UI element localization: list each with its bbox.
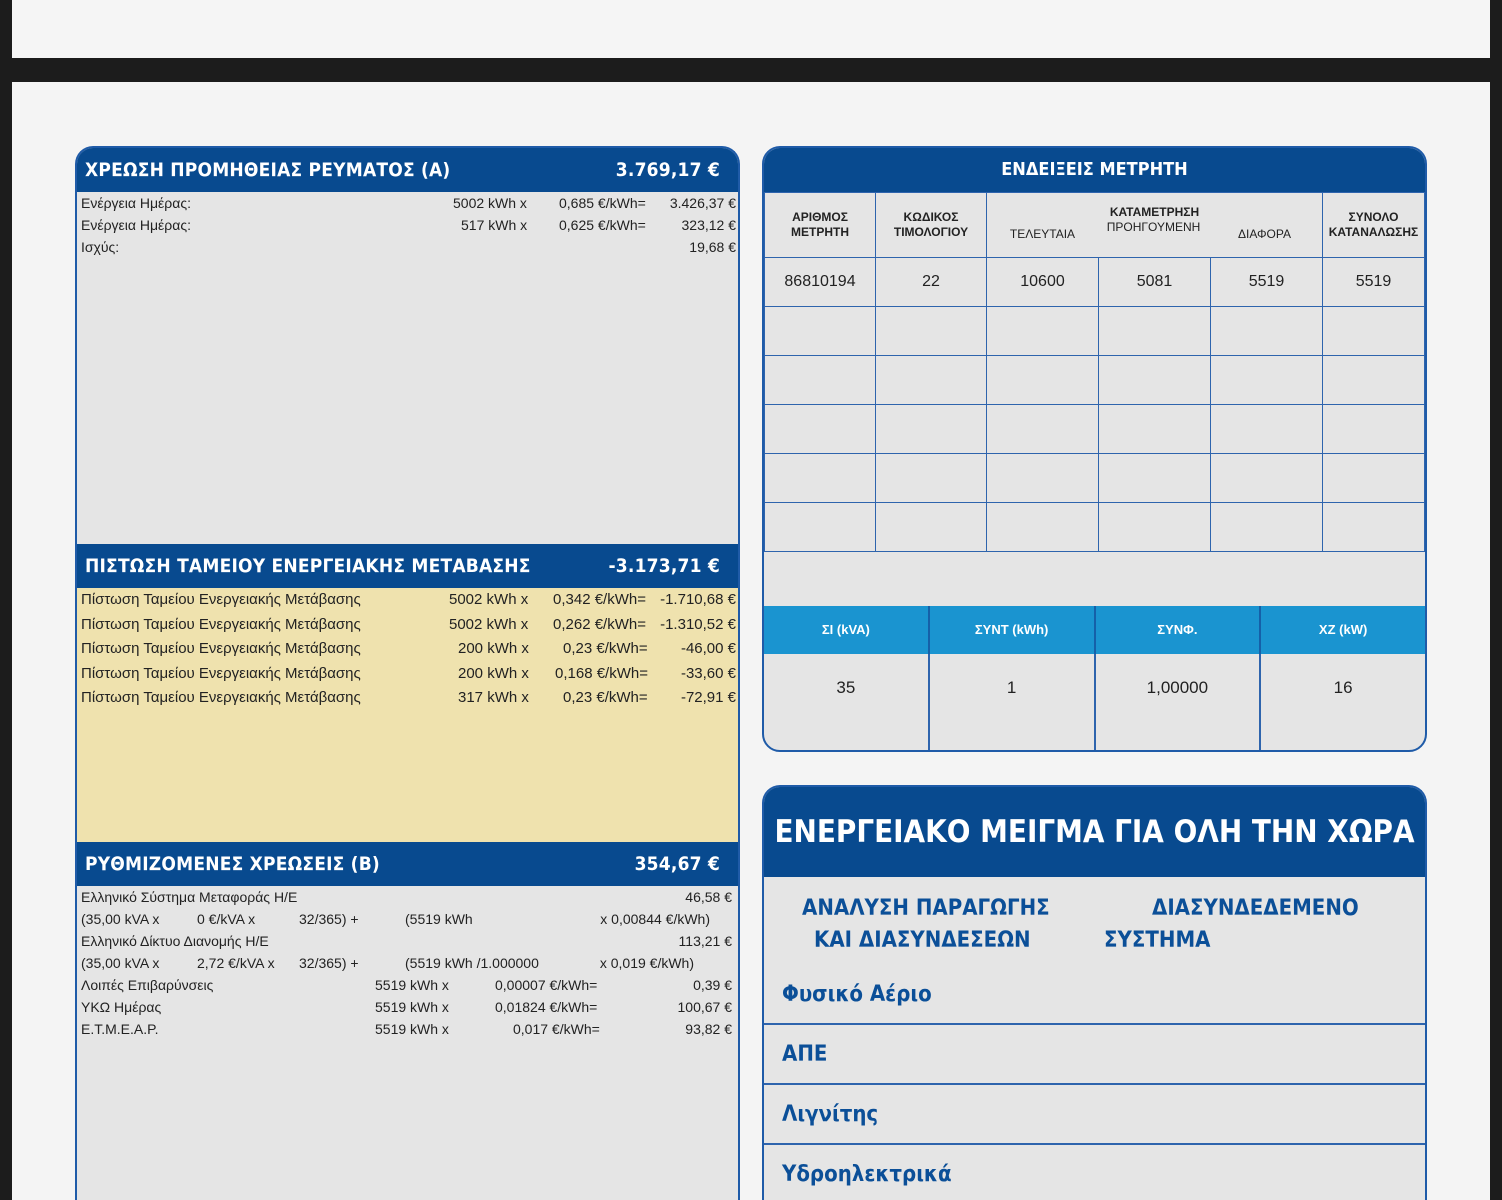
power-factor-header: ΣΥΝΦ. [1096, 606, 1262, 654]
last-reading-header: ΤΕΛΕΥΤΑΙΑ [1009, 227, 1076, 241]
regulated-line: ΥΚΩ Ημέρας 5519 kWh x 0,01824 €/kWh= 100,67 € [81, 999, 732, 1015]
meter-table-row [765, 405, 1425, 454]
charges-panel [75, 146, 740, 1200]
meter-table-row [765, 307, 1425, 356]
credit-line: Πίστωση Ταμείου Ενεργειακής Μετάβασης 200 kWh x 0,168 €/kWh= -33,60 € [81, 664, 736, 682]
contract-value: 1 [930, 654, 1096, 752]
capacity-value: 35 [764, 654, 930, 752]
previous-page-edge [12, 0, 1490, 58]
regulated-line: Ελληνικό Δίκτυο Διανομής Η/Ε 113,21 € [81, 933, 732, 949]
reading-header [987, 193, 1323, 258]
capacity-header: ΣΙ (kVA) [764, 606, 930, 654]
supply-line: Ισχύς: 19,68 € [81, 239, 736, 255]
meter-table-row [765, 503, 1425, 552]
energy-mix-title: ΕΝΕΡΓΕΙΑΚΟ ΜΕΙΓΜΑ ΓΙΑ ΟΛΗ ΤΗΝ ΧΩΡΑ [764, 787, 1425, 877]
credit-title: ΠΙΣΤΩΣΗ ΤΑΜΕΙΟΥ ΕΝΕΡΓΕΙΑΚΗΣ ΜΕΤΑΒΑΣΗΣ [85, 555, 531, 577]
credit-header [77, 544, 738, 588]
max-demand-header: ΧΖ (kW) [1318, 622, 1368, 637]
credit-amount: -3.173,71 € [608, 555, 720, 577]
regulated-charges-amount: 354,67 € [634, 853, 720, 875]
meter-readings-title: ΕΝΔΕΙΞΕΙΣ ΜΕΤΡΗΤΗ [764, 148, 1425, 192]
energy-mix-panel [762, 785, 1427, 1200]
interconnected-system-label: ΔΙΑΣΥΝΔΕΔΕΜΕΝΟ [1152, 896, 1359, 921]
credit-lines [77, 588, 738, 842]
tariff-code: 22 [876, 258, 987, 307]
regulated-line: Ε.Τ.Μ.Ε.Α.Ρ. 5519 kWh x 0,017 €/kWh= 93,82 € [81, 1021, 732, 1037]
difference-header: ΔΙΑΦΟΡΑ [1237, 227, 1292, 241]
power-factor-value: 1,00000 [1096, 654, 1262, 752]
total-consumption-header: ΣΥΝΟΛΟ ΚΑΤΑΝΑΛΩΣΗΣ [1323, 193, 1425, 258]
regulated-line-detail: (35,00 kVA x 0 €/kVA x 32/365) + (5519 kWh x 0,00844 €/kWh) [81, 911, 710, 927]
capacity-values [764, 654, 1425, 752]
credit-line: Πίστωση Ταμείου Ενεργειακής Μετάβασης 5002 kWh x 0,342 €/kWh= -1.710,68 € [81, 591, 736, 608]
contract-header: ΣΥΝΤ (kWh) [930, 606, 1096, 654]
previous-reading-header: ΠΡΟΗΓΟΥΜΕΝΗ [1106, 220, 1201, 234]
credit-line: Πίστωση Ταμείου Ενεργειακής Μετάβασης 5002 kWh x 0,262 €/kWh= -1.310,52 € [81, 615, 736, 633]
meter-readings-panel [762, 146, 1427, 752]
meter-table-row [765, 356, 1425, 405]
regulated-line: Ελληνικό Σύστημα Μεταφοράς Η/Ε 46,58 € [81, 889, 732, 905]
system-label: ΣΥΣΤΗΜΑ [1104, 928, 1211, 953]
meter-readings-table [764, 192, 1425, 552]
meter-number-header: ΑΡΙΘΜΟΣ ΜΕΤΡΗΤΗ [765, 193, 876, 258]
regulated-charges-title: ΡΥΘΜΙΖΟΜΕΝΕΣ ΧΡΕΩΣΕΙΣ (Β) [85, 853, 380, 875]
difference: 5519 [1211, 258, 1323, 307]
last-reading: 10600 [987, 258, 1099, 307]
production-analysis-label: ΑΝΑΛΥΣΗ ΠΑΡΑΓΩΓΗΣ [802, 896, 1050, 921]
supply-line: Ενέργεια Ημέρας: 517 kWh x 0,625 €/kWh= 323,12 € [81, 217, 736, 233]
mix-row-natural-gas: Φυσικό Αέριο [764, 965, 1425, 1025]
mix-row-renewables: ΑΠΕ [764, 1025, 1425, 1085]
supply-line: Ενέργεια Ημέρας: 5002 kWh x 0,685 €/kWh= 3.426,37 € [81, 195, 736, 211]
regulated-line: Λοιπές Επιβαρύνσεις 5519 kWh x 0,00007 €/kWh= 0,39 € [81, 977, 732, 993]
supply-charge-lines [77, 192, 738, 258]
regulated-line-detail: (35,00 kVA x 2,72 €/kVA x 32/365) + (5519 kWh /1.000000 x 0,019 €/kWh) [81, 955, 694, 971]
previous-reading: 5081 [1099, 258, 1211, 307]
supply-charge-title: ΧΡΕΩΣΗ ΠΡΟΜΗΘΕΙΑΣ ΡΕΥΜΑΤΟΣ (Α) [85, 159, 451, 181]
meter-number: 86810194 [765, 258, 876, 307]
supply-charge-header [77, 148, 738, 192]
credit-line: Πίστωση Ταμείου Ενεργειακής Μετάβασης 200 kWh x 0,23 €/kWh= -46,00 € [81, 640, 736, 658]
meter-table-header [765, 193, 1425, 258]
reading-title: ΚΑΤΑΜΕΤΡΗΣΗ [1109, 205, 1200, 219]
credit-line: Πίστωση Ταμείου Ενεργειακής Μετάβασης 317 kWh x 0,23 €/kWh= -72,91 € [81, 689, 736, 707]
mix-row-hydro: Υδροηλεκτρικά [764, 1145, 1425, 1200]
max-demand-value: 16 [1333, 678, 1353, 697]
mix-row-lignite: Λιγνίτης [764, 1085, 1425, 1145]
interconnections-label: ΚΑΙ ΔΙΑΣΥΝΔΕΣΕΩΝ [814, 928, 1031, 953]
supply-charge-amount: 3.769,17 € [615, 159, 720, 181]
meter-table-row [765, 258, 1425, 307]
meter-table-row [765, 454, 1425, 503]
regulated-charge-lines [77, 886, 738, 1040]
regulated-charges-header [77, 842, 738, 886]
total-consumption: 5519 [1323, 258, 1425, 307]
tariff-code-header: ΚΩΔΙΚΟΣ ΤΙΜΟΛΟΓΙΟΥ [876, 193, 987, 258]
capacity-header-bar [764, 606, 1425, 654]
